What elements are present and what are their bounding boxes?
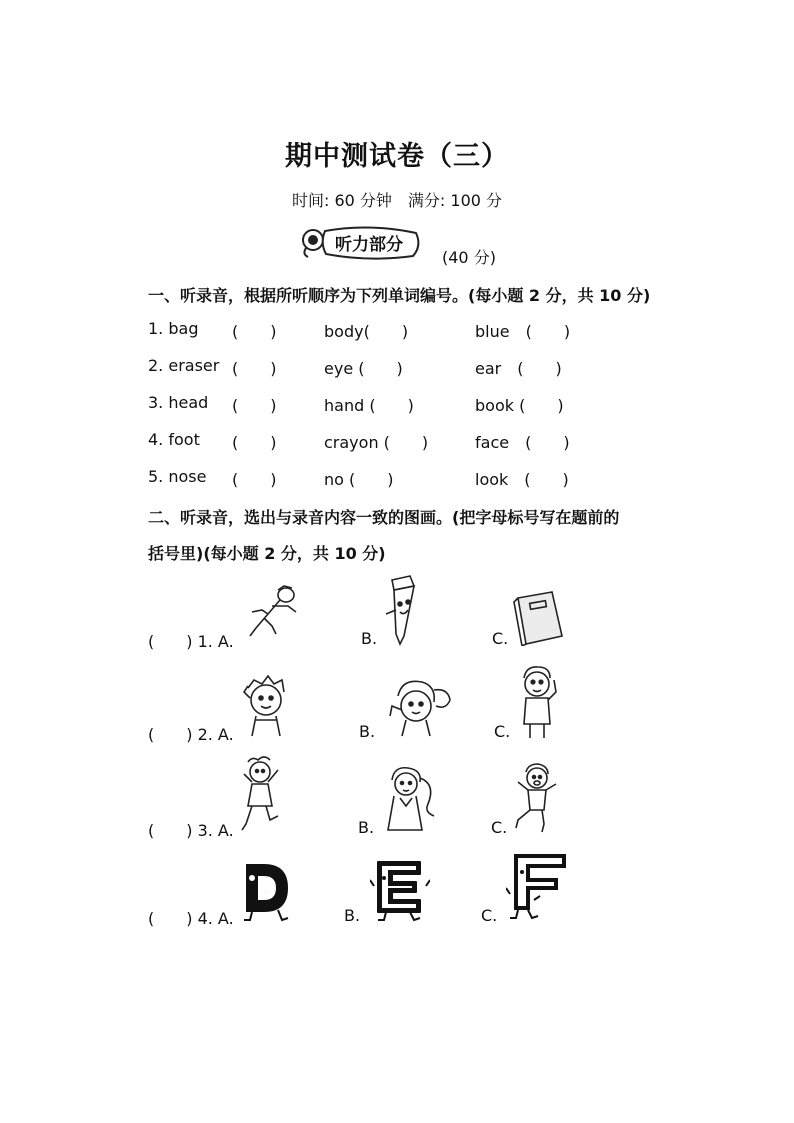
listening-section-badge <box>298 224 424 266</box>
answer-bracket: ( ) <box>232 470 277 489</box>
word-item: 2. eraser <box>148 356 220 375</box>
word-item: no ( ) <box>324 470 394 489</box>
section2-heading: 二、听录音，选出与录音内容一致的图画。(把字母标号写在题前的 <box>148 508 620 527</box>
word-item: eye ( ) <box>324 359 403 378</box>
answer-bracket: ( ) <box>232 359 277 378</box>
word-item: 1. bag <box>148 319 199 338</box>
book-picture <box>512 590 566 650</box>
listening-badge-text: 听力部分 <box>335 235 403 255</box>
word-item: crayon ( ) <box>324 433 429 452</box>
answer-bracket: ( ) <box>232 433 277 452</box>
answer-bracket: ( ) <box>232 396 277 415</box>
letter-e-character-picture <box>370 858 430 926</box>
exam-info: 时间: 60 分钟 满分: 100 分 <box>291 191 503 210</box>
option-c-label: C. <box>481 906 498 925</box>
jumping-boy-picture <box>512 762 560 838</box>
option-c-label: C. <box>492 629 509 648</box>
answer-bracket: ( ) <box>232 322 277 341</box>
letter-e-label: E <box>399 891 401 892</box>
word-item: hand ( ) <box>324 396 414 415</box>
boy-pointing-eye-picture <box>514 664 560 744</box>
running-person-picture <box>242 584 302 644</box>
headphone-icon <box>303 230 323 257</box>
letter-f-label: F <box>538 886 540 887</box>
listening-badge-graphic <box>298 224 424 262</box>
option-b-label: B. <box>361 629 378 648</box>
girl-touching-face-picture <box>378 676 454 742</box>
picture-question-label: ( ) 4. A. <box>148 909 234 928</box>
word-item: 4. foot <box>148 430 200 449</box>
picture-question-label: ( ) 2. A. <box>148 725 234 744</box>
option-b-label: B. <box>359 722 376 741</box>
word-item: book ( ) <box>475 396 564 415</box>
word-item: 3. head <box>148 393 209 412</box>
crayon-character-picture <box>380 574 420 650</box>
picture-question-label: ( ) 1. A. <box>148 632 234 651</box>
option-c-label: C. <box>494 722 511 741</box>
letter-f-character-picture <box>506 850 572 926</box>
praying-girl-picture <box>380 764 440 838</box>
word-item: body( ) <box>324 322 409 341</box>
word-item: blue ( ) <box>475 322 571 341</box>
word-item: look ( ) <box>475 470 569 489</box>
letter-d-label: D <box>266 893 268 894</box>
picture-question-label: ( ) 3. A. <box>148 821 234 840</box>
listening-score: (40 分) <box>442 248 496 267</box>
boy-touching-ear-picture <box>240 674 292 742</box>
word-item: 5. nose <box>148 467 207 486</box>
option-c-label: C. <box>491 818 508 837</box>
page-title: 期中测试卷（三） <box>285 141 509 172</box>
section2-heading-cont: 括号里)(每小题 2 分，共 10 分) <box>148 544 386 563</box>
option-b-label: B. <box>358 818 375 837</box>
option-b-label: B. <box>344 906 361 925</box>
word-item: ear ( ) <box>475 359 562 378</box>
word-item: face ( ) <box>475 433 570 452</box>
letter-d-character-picture <box>238 860 294 926</box>
section1-heading: 一、听录音，根据所听顺序为下列单词编号。(每小题 2 分，共 10 分) <box>148 286 651 305</box>
dancing-girl-picture <box>238 754 284 838</box>
